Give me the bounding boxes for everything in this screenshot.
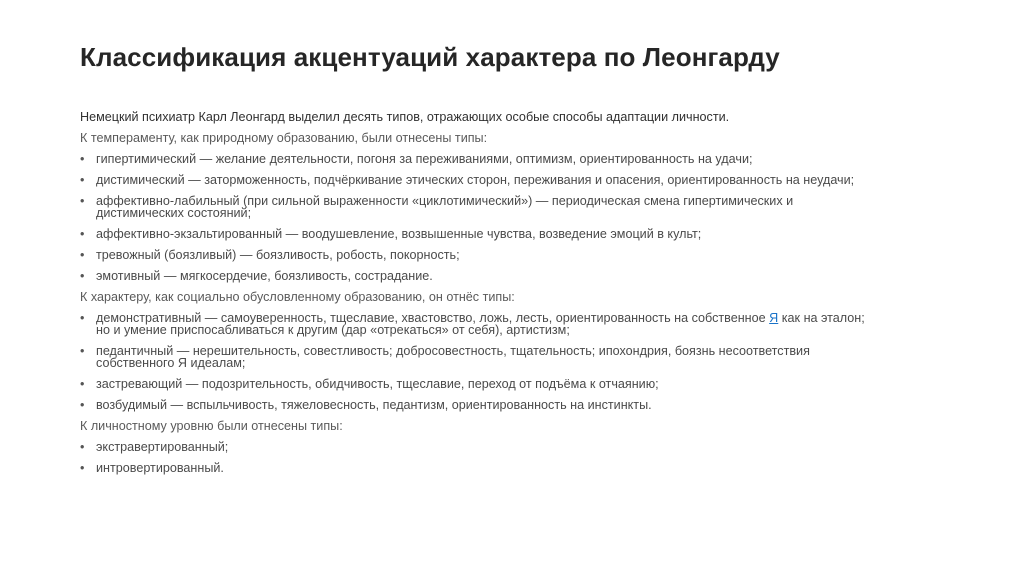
list-item: • возбудимый — вспыльчивость, тяжеловесность, педантизм, ориентированность на инстинкты. [80,398,652,412]
personal-list [80,440,970,476]
list-item: • гипертимический — желание деятельности, погоня за переживаниями, оптимизм, ориентированность на удачи; [80,152,753,166]
list-item: • дистимический — заторможенность, подчёркивание этических сторон, переживания и опасения, ориентированность на неудачи; [80,173,855,187]
bullet-icon: • [80,311,85,325]
bullet-icon: • [80,398,85,412]
list-item: • педантичный — нерешительность, совестливость; добросовестность, тщательность; ипохондрия, боязнь несоответствия собственного Я идеалам; [80,344,810,370]
list-item: • демонстративный — самоуверенность, тщеславие, хвастовство, ложь, лесть, ориентированность на собственное Я как на эталон; но и умение приспосабливаться к другим (дар «отрекаться» от себя), артистизм; [80,311,970,338]
list-item: • интровертированный. [80,461,224,475]
character-list [80,311,970,413]
intro-text: Немецкий психиатр Карл Леонгард выделил десять типов, отражающих особые способы адаптации личности. [80,110,730,124]
list-item: • экстравертированный; [80,440,229,454]
character-heading: К характеру, как социально обусловленному образованию, он отнёс типы: [80,290,515,304]
ya-link[interactable]: Я [769,311,779,325]
list-item: • аффективно-лабильный (при сильной выраженности «циклотимический») — периодическая смена гипертимических и дистимических состояний; [80,194,794,220]
list-item: • тревожный (боязливый) — боязливость, робость, покорность; [80,248,460,262]
bullet-icon: • [80,152,85,166]
list-item: • эмотивный — мягкосердечие, боязливость, сострадание. [80,269,433,283]
bullet-icon: • [80,377,85,391]
temperament-list [80,152,970,284]
bullet-icon: • [80,194,85,208]
bullet-icon: • [80,227,85,241]
bullet-icon: • [80,461,85,475]
bullet-icon: • [80,440,85,454]
bullet-icon: • [80,269,85,283]
slide-body [80,110,970,482]
bullet-icon: • [80,173,85,187]
bullet-icon: • [80,344,85,358]
slide-title: Классификация акцентуаций характера по Леонгарду [80,42,780,72]
demonstrative-line: демонстративный — самоуверенность, тщеславие, хвастовство, ложь, лесть, ориентированность на собственное Я как на эталон; [96,311,865,325]
list-item: • застревающий — подозрительность, обидчивость, тщеславие, переход от подъёма к отчаянию; [80,377,659,391]
bullet-icon: • [80,248,85,262]
personal-heading: К личностному уровню были отнесены типы: [80,419,343,433]
list-item: • аффективно-экзальтированный — воодушевление, возвышенные чувства, возведение эмоций в культ; [80,227,702,241]
temperament-heading: К темпераменту, как природному образованию, были отнесены типы: [80,131,488,145]
